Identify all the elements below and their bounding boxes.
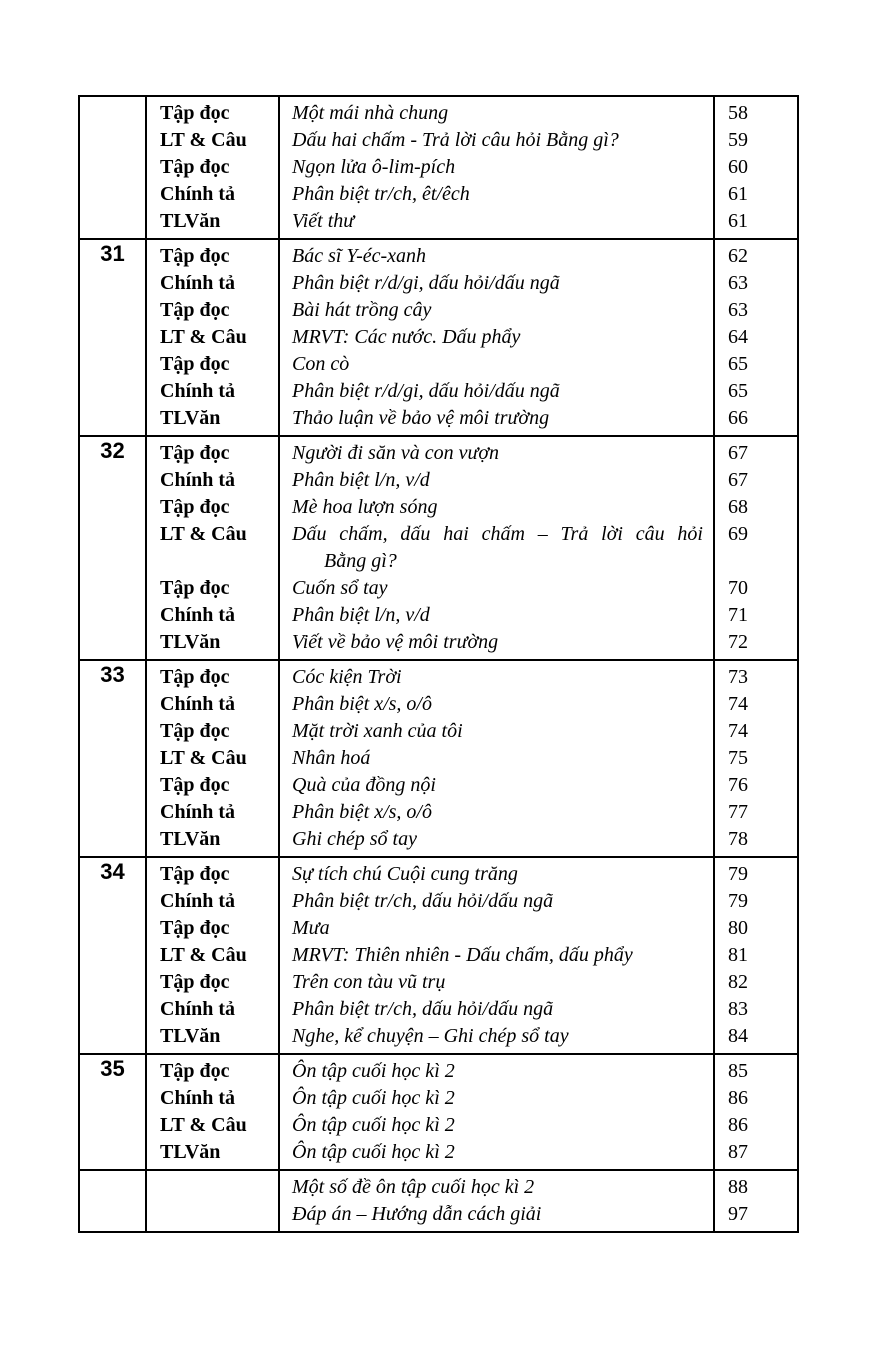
lesson-title: Phân biệt r/d/gi, dấu hỏi/dấu ngã: [292, 272, 560, 294]
lesson-title: Quà của đồng nội: [292, 774, 436, 796]
lesson-title: Phân biệt l/n, v/d: [292, 469, 430, 491]
page-number: 87: [728, 1141, 748, 1163]
week-number: 33: [100, 662, 125, 687]
lesson-title: MRVT: Các nước. Dấu phẩy: [292, 326, 521, 348]
page-number: 64: [728, 326, 748, 348]
subject-label: Tập đọc: [160, 156, 230, 178]
subject-label: Tập đọc: [160, 1060, 230, 1082]
subject-label: Tập đọc: [160, 577, 230, 599]
toc-section-row: [79, 1054, 798, 1170]
page-number: 79: [728, 890, 748, 912]
lesson-title: Ngọn lửa ô-lim-pích: [292, 156, 456, 178]
subject-label: TLVăn: [160, 1025, 221, 1047]
week-number: 35: [100, 1056, 125, 1081]
lesson-title: Phân biệt l/n, v/d: [292, 604, 430, 626]
page-number: 88: [728, 1176, 748, 1198]
page-number: 80: [728, 917, 748, 939]
page-number: 59: [728, 129, 748, 151]
page-number: 78: [728, 828, 748, 850]
title-cell: [279, 1170, 714, 1232]
subject-label: Chính tả: [160, 801, 236, 823]
subject-label: LT & Câu: [160, 129, 247, 151]
page-number: 83: [728, 998, 748, 1020]
subject-label: Tập đọc: [160, 666, 230, 688]
toc-section-row: [79, 857, 798, 1054]
lesson-title: Mè hoa lượn sóng: [292, 496, 438, 518]
week-number: 34: [100, 859, 125, 884]
subject-label: LT & Câu: [160, 326, 247, 348]
page-number: 79: [728, 863, 748, 885]
page-number: 76: [728, 774, 748, 796]
page-number: 77: [728, 801, 748, 823]
subject-label: Chính tả: [160, 1087, 236, 1109]
subject-label: Chính tả: [160, 890, 236, 912]
page-number: 68: [728, 496, 748, 518]
page-number: 63: [728, 299, 748, 321]
page-number: 65: [728, 380, 748, 402]
lesson-title: Phân biệt r/d/gi, dấu hỏi/dấu ngã: [292, 380, 560, 402]
toc-section-row: [79, 1170, 798, 1232]
lesson-title: Con cò: [292, 353, 350, 375]
week-cell: [79, 1054, 146, 1170]
title-cell: [279, 96, 714, 239]
lesson-title: MRVT: Thiên nhiên - Dấu chấm, dấu phẩy: [292, 944, 633, 966]
title-cell: [279, 239, 714, 436]
page-number: 86: [728, 1087, 748, 1109]
page-number: 62: [728, 245, 748, 267]
week-number: 32: [100, 438, 125, 463]
subject-cell: [146, 239, 279, 436]
lesson-title: Ôn tập cuối học kì 2: [292, 1087, 455, 1109]
subject-label: Chính tả: [160, 998, 236, 1020]
subject-label: TLVăn: [160, 828, 221, 850]
subject-cell: [146, 1054, 279, 1170]
lesson-title: Bác sĩ Y-éc-xanh: [292, 245, 427, 267]
toc-section-row: [79, 436, 798, 660]
page-number: 66: [728, 407, 748, 429]
subject-label: Tập đọc: [160, 971, 230, 993]
lesson-title: Bài hát trồng cây: [292, 299, 432, 321]
empty-line: [715, 548, 797, 575]
week-cell: [79, 239, 146, 436]
week-cell: [79, 1170, 146, 1232]
page-cell: [714, 1054, 798, 1170]
page-number: 70: [728, 577, 748, 599]
lesson-title: Một mái nhà chung: [292, 102, 449, 124]
subject-label: Tập đọc: [160, 442, 230, 464]
lesson-title: Phân biệt tr/ch, dấu hỏi/dấu ngã: [292, 998, 554, 1020]
subject-label: Tập đọc: [160, 863, 230, 885]
page-cell: [714, 239, 798, 436]
page-number: 67: [728, 442, 748, 464]
page-number: 58: [728, 102, 748, 124]
week-cell: [79, 857, 146, 1054]
page-number: 74: [728, 720, 748, 742]
subject-cell: [146, 1170, 279, 1232]
subject-label: Chính tả: [160, 183, 236, 205]
empty-line: [147, 548, 278, 575]
subject-label: Tập đọc: [160, 299, 230, 321]
lesson-title: Đáp án – Hướng dẫn cách giải: [292, 1203, 542, 1225]
page-cell: [714, 96, 798, 239]
subject-label: TLVăn: [160, 1141, 221, 1163]
lesson-title: Ôn tập cuối học kì 2: [292, 1114, 455, 1136]
lesson-title: Phân biệt tr/ch, êt/êch: [292, 183, 470, 205]
lesson-title: Người đi săn và con vượn: [292, 442, 500, 464]
subject-label: LT & Câu: [160, 747, 247, 769]
subject-label: Tập đọc: [160, 102, 230, 124]
lesson-title: Viết về bảo vệ môi trường: [292, 631, 499, 653]
lesson-title-wrap: Bằng gì?: [324, 550, 397, 572]
title-cell: [279, 1054, 714, 1170]
subject-label: TLVăn: [160, 407, 221, 429]
lesson-title: Nghe, kể chuyện – Ghi chép sổ tay: [292, 1025, 569, 1047]
page-number: 60: [728, 156, 748, 178]
subject-label: Tập đọc: [160, 245, 230, 267]
lesson-title: Phân biệt tr/ch, dấu hỏi/dấu ngã: [292, 890, 554, 912]
lesson-title: Phân biệt x/s, o/ô: [292, 801, 432, 823]
subject-label: Chính tả: [160, 693, 236, 715]
lesson-title: Một số đề ôn tập cuối học kì 2: [292, 1176, 535, 1198]
toc-section-row: [79, 96, 798, 239]
lesson-title: Viết thư: [292, 210, 355, 232]
page-number: 61: [728, 183, 748, 205]
page-number: 97: [728, 1203, 748, 1225]
lesson-title: Mưa: [292, 917, 330, 939]
subject-cell: [146, 96, 279, 239]
title-cell: [279, 660, 714, 857]
page-cell: [714, 660, 798, 857]
lesson-title: Ghi chép sổ tay: [292, 828, 417, 850]
subject-label: LT & Câu: [160, 944, 247, 966]
subject-label: LT & Câu: [160, 523, 247, 545]
page-number: 72: [728, 631, 748, 653]
subject-label: Tập đọc: [160, 720, 230, 742]
page-number: 67: [728, 469, 748, 491]
lesson-title: Phân biệt x/s, o/ô: [292, 693, 432, 715]
page-number: 65: [728, 353, 748, 375]
subject-label: [147, 1201, 278, 1228]
lesson-title: Sự tích chú Cuội cung trăng: [292, 863, 518, 885]
page-cell: [714, 1170, 798, 1232]
page-number: 84: [728, 1025, 748, 1047]
subject-label: Tập đọc: [160, 774, 230, 796]
subject-cell: [146, 436, 279, 660]
subject-label: Chính tả: [160, 380, 236, 402]
page-number: 85: [728, 1060, 748, 1082]
lesson-title: Cóc kiện Trời: [292, 666, 402, 688]
lesson-title: Thảo luận về bảo vệ môi trường: [292, 407, 550, 429]
subject-label: Chính tả: [160, 604, 236, 626]
title-cell: [279, 436, 714, 660]
page-number: 69: [728, 523, 748, 545]
toc-table: [78, 95, 799, 1233]
page-number: 73: [728, 666, 748, 688]
page-number: 71: [728, 604, 748, 626]
toc-section-row: [79, 660, 798, 857]
subject-label: TLVăn: [160, 631, 221, 653]
week-number: 31: [100, 241, 125, 266]
page-number: 81: [728, 944, 748, 966]
lesson-title: Ôn tập cuối học kì 2: [292, 1060, 455, 1082]
toc-section-row: [79, 239, 798, 436]
lesson-title: Dấu chấm, dấu hai chấm – Trả lời câu hỏi: [292, 523, 703, 545]
page-number: 75: [728, 747, 748, 769]
title-cell: [279, 857, 714, 1054]
page-number: 82: [728, 971, 748, 993]
page-cell: [714, 857, 798, 1054]
lesson-title: Nhân hoá: [292, 747, 371, 769]
subject-label: LT & Câu: [160, 1114, 247, 1136]
lesson-title: Cuốn sổ tay: [292, 577, 388, 599]
lesson-title: Dấu hai chấm - Trả lời câu hỏi Bằng gì?: [292, 129, 619, 151]
subject-label: Tập đọc: [160, 496, 230, 518]
page-number: 63: [728, 272, 748, 294]
page-cell: [714, 436, 798, 660]
week-cell: [79, 96, 146, 239]
lesson-title: Ôn tập cuối học kì 2: [292, 1141, 455, 1163]
page-number: 74: [728, 693, 748, 715]
subject-label: [147, 1174, 278, 1201]
subject-label: Chính tả: [160, 469, 236, 491]
subject-cell: [146, 857, 279, 1054]
week-cell: [79, 436, 146, 660]
subject-label: TLVăn: [160, 210, 221, 232]
page-number: 86: [728, 1114, 748, 1136]
week-cell: [79, 660, 146, 857]
subject-label: Tập đọc: [160, 353, 230, 375]
subject-cell: [146, 660, 279, 857]
subject-label: Tập đọc: [160, 917, 230, 939]
lesson-title: Trên con tàu vũ trụ: [292, 971, 446, 993]
lesson-title: Mặt trời xanh của tôi: [292, 720, 463, 742]
subject-label: Chính tả: [160, 272, 236, 294]
page-number: 61: [728, 210, 748, 232]
